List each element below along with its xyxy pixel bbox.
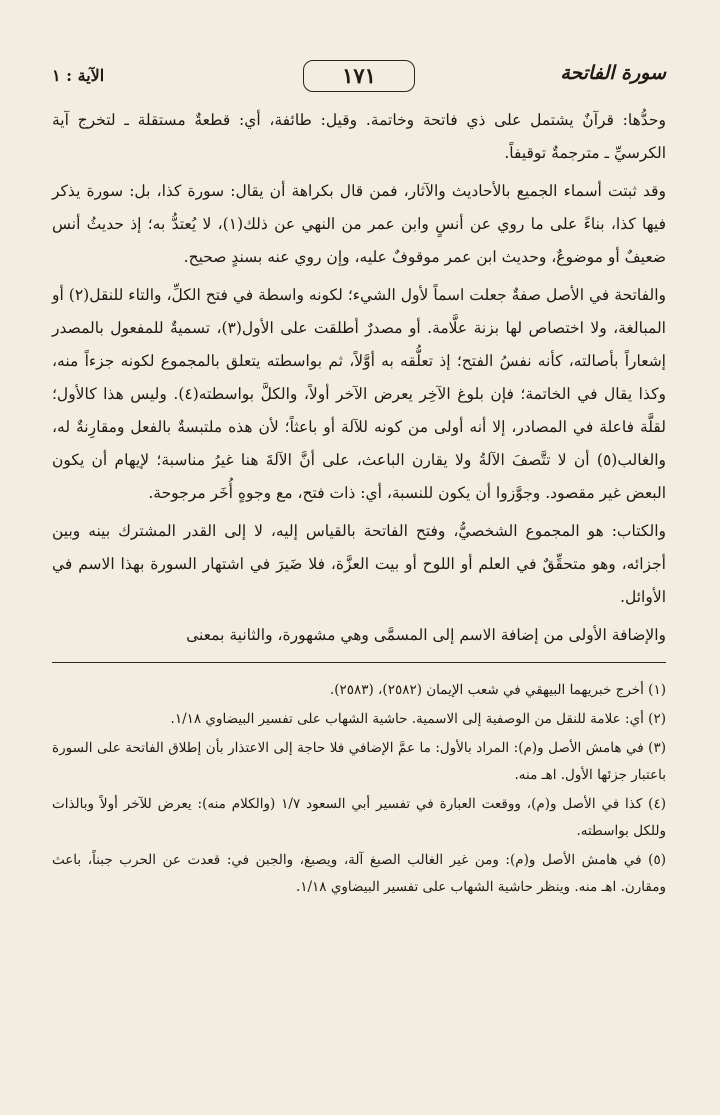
surah-title: سورة الفاتحة	[560, 62, 666, 84]
footnotes	[52, 677, 666, 901]
paragraph: والإضافة الأولى من إضافة الاسم إلى المسمَّى وهي مشهورة، والثانية بمعنى	[186, 626, 666, 644]
paragraph: والكتاب: هو المجموع الشخصيُّ، وفتح الفاتحة بالقياس إليه، لا إلى القدر المشترك بينه وبين أجزائه، وهو متحقِّقٌ في العلم أو اللوح أو بيت العزَّة، فلا ضَيرَ في اشتهار السورة بهذا الاسم في الأوائل.	[52, 522, 666, 606]
paragraph: وقد ثبتت أسماء الجميع بالأحاديث والآثار، فمن قال بكراهة أن يقال: سورة كذا، بل: سورة يذكر فيها كذا، بناءً على ما روي عن أنسٍ وابن عمر من النهي عن ذلك(١)، لا يُعتدُّ به؛ إذ حديثُ أنس ضعيفٌ أو موضوعٌ، وحديث ابن عمر موقوفٌ عليه، وإن روي عنه بسندٍ صحيح.	[52, 182, 666, 266]
footnote: (٢) أي: علامة للنقل من الوصفية إلى الاسمية. حاشية الشهاب على تفسير البيضاوي ١/١٨.	[170, 711, 666, 727]
paragraph: وحدُّها: قرآنٌ يشتمل على ذي فاتحة وخاتمة. وقيل: طائفة، أي: قطعةٌ مستقلة ـ لتخرج آية الكرسيِّ ـ مترجمةٌ توقيفاً.	[52, 111, 666, 162]
footnote: (٥) في هامش الأصل و(م): ومن غير الغالب الصبغ آلة، ويصبغ، والجبن في: قعدت عن الحرب جبناً، باعث ومقارن. اهـ منه. وينظر حاشية الشهاب على تفسير البيضاوي ١/١٨.	[52, 852, 666, 895]
footnote-divider	[52, 662, 666, 663]
footnote: (٣) في هامش الأصل و(م): المراد بالأول: ما عمَّ الإضافي فلا حاجة إلى الاعتذار بأن إطلاق الفاتحة على السورة باعتبار جزئها الأول. اهـ منه.	[52, 740, 666, 783]
paragraph: والفاتحة في الأصل صفةٌ جعلت اسماً لأول الشيء؛ لكونه واسطة في فتح الكلِّ، والتاء للنقل(٢) أو المبالغة، ولا اختصاص لها بزنة علَّامة. أو مصدرٌ أطلقت على الأول(٣)، تسميةٌ للمفعول بالمصدر إشعاراً بأصالته، كأنه نفسُ الفتح؛ إذ تعلُّقه به أوَّلاً، ثم بواسطته يتعلق بالمجموع لكونه جزءاً منه، وكذا يقال في الخاتمة؛ فإن بلوغ الآخِر يعرض الآخر أولاً، والكلَّ بواسطته(٤). وليس هذا كالأول؛ لقلَّة فاعلة في المصادر، إلا أنه أولى من كونه للآلة أو باعثاً؛ لأن هذه ملتبسةٌ بالفعل ومقارِنةٌ له، والغالب(٥) أن لا تتَّصفَ الآلةُ ولا يقارن الباعث، على أنَّ الآلةَ هنا غيرُ مناسبة؛ لإيهام أن يكون البعض غير مقصود. وجوَّزوا أن يكون للنسبة، أي: ذات فتح، مع وجوهٍ أُخَر مرجوحة.	[52, 286, 667, 502]
footnote: (٤) كذا في الأصل و(م)، ووقعت العبارة في تفسير أبي السعود ١/٧ (والكلام منه): يعرض للآخر أولاً وبالذات وللكل بواسطته.	[52, 796, 666, 839]
page-header	[52, 60, 666, 104]
page-number: ١٧١	[303, 60, 415, 92]
footnote: (١) أخرج خبريهما البيهقي في شعب الإيمان (٢٥٨٢)، (٢٥٨٣).	[329, 682, 666, 698]
ayah-label: الآية : ١	[52, 66, 105, 85]
book-page	[0, 60, 720, 1115]
main-text	[52, 104, 666, 652]
